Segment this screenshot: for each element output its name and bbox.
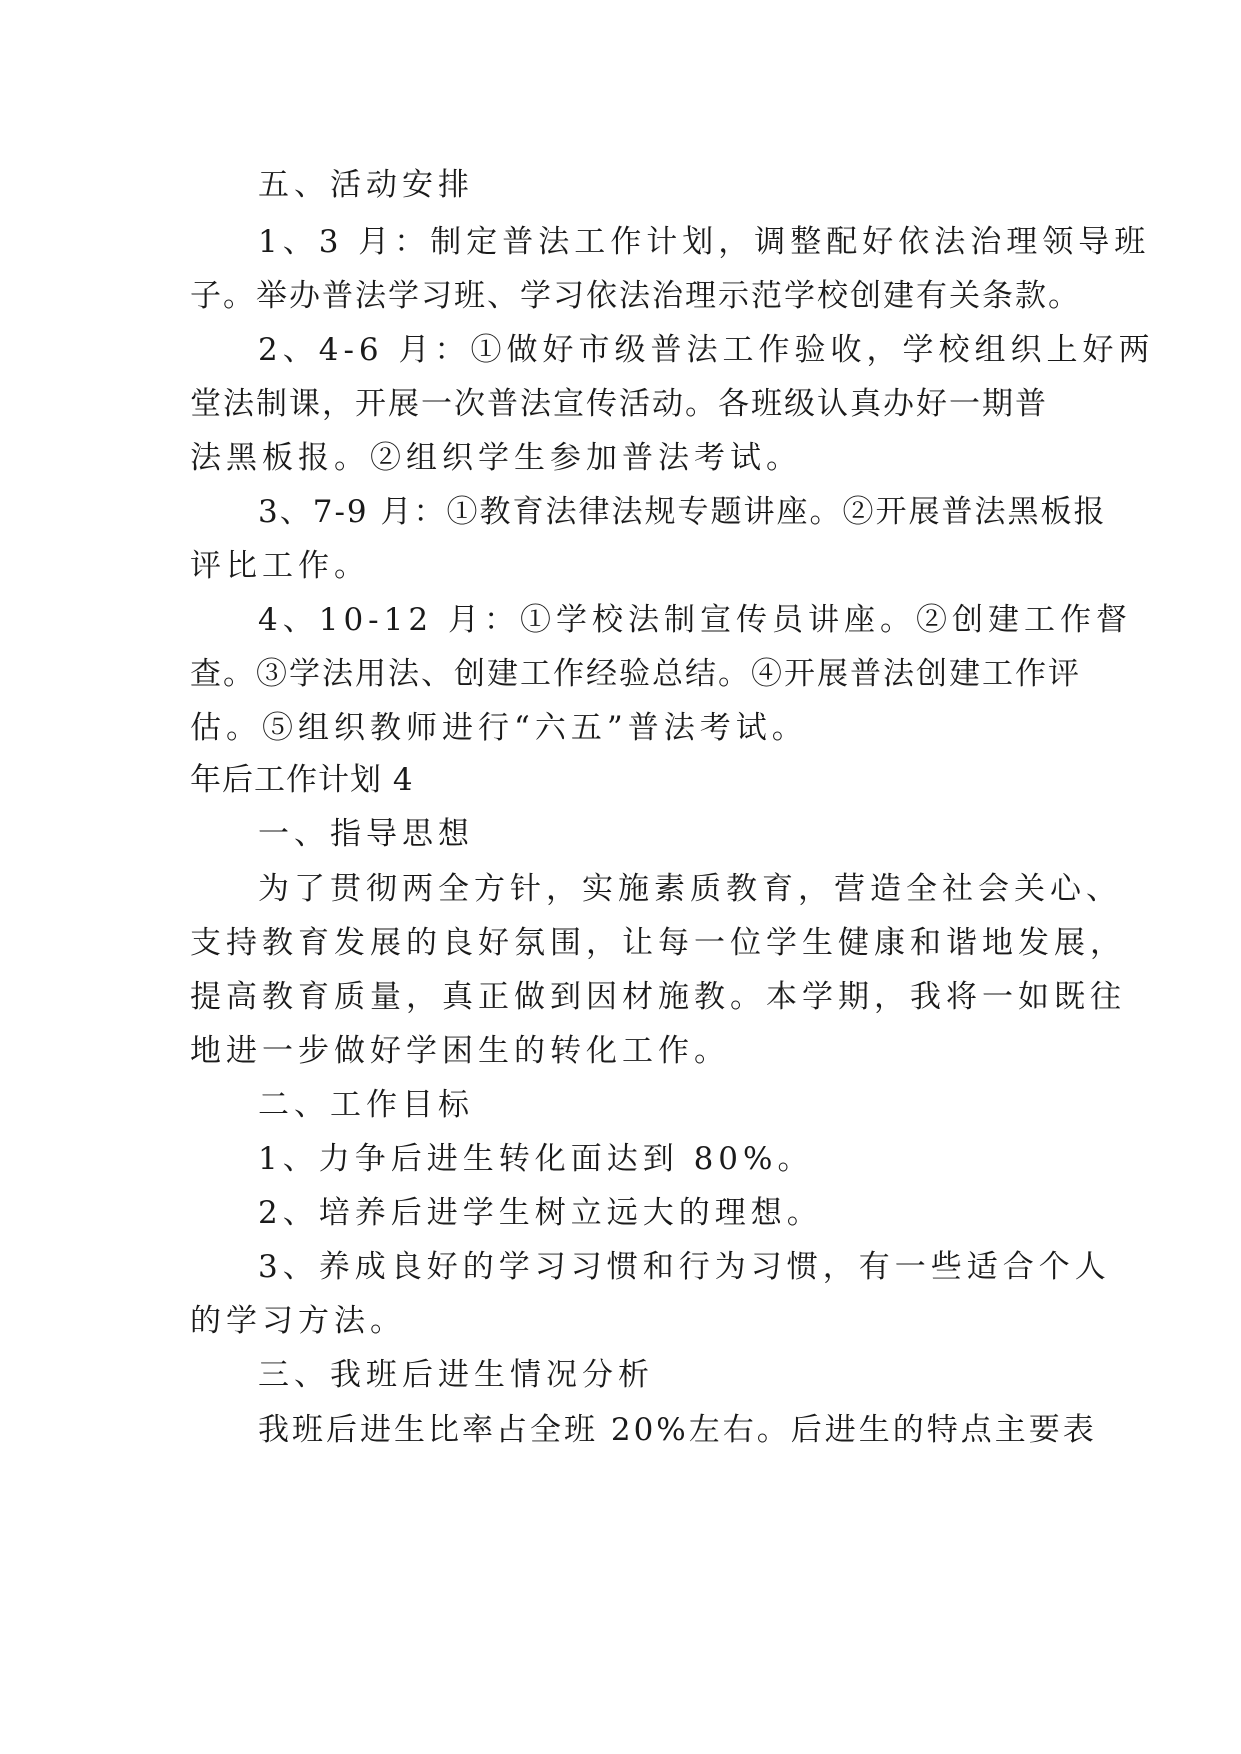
section-heading: 五、活动安排	[258, 167, 474, 203]
paragraph-line: 堂法制课，开展一次普法宣传活动。各班级认真办好一期普	[190, 386, 1048, 422]
paragraph-line: 查。③学法用法、创建工作经验总结。④开展普法创建工作评	[190, 656, 1081, 692]
list-item: 3、养成良好的学习习惯和行为习惯，有一些适合个人	[258, 1249, 1111, 1285]
document-subtitle: 年后工作计划 4	[190, 762, 414, 798]
paragraph-line: 提高教育质量，真正做到因材施教。本学期，我将一如既往	[190, 979, 1126, 1015]
section-heading: 二、工作目标	[258, 1087, 474, 1123]
paragraph-line: 估。⑤组织教师进行“六五”普法考试。	[190, 710, 808, 746]
list-item: 1、力争后进生转化面达到 80%。	[258, 1141, 814, 1177]
paragraph-line: 支持教育发展的良好氛围，让每一位学生健康和谐地发展，	[190, 925, 1126, 961]
list-item-continuation: 的学习方法。	[190, 1303, 406, 1339]
paragraph-line: 地进一步做好学困生的转化工作。	[190, 1033, 730, 1069]
paragraph-line: 法黑板报。②组织学生参加普法考试。	[190, 440, 802, 476]
paragraph-line: 2、4-6 月：①做好市级普法工作验收，学校组织上好两	[258, 332, 1155, 368]
paragraph-line: 3、7-9 月：①教育法律法规专题讲座。②开展普法黑板报	[258, 494, 1107, 530]
paragraph-line: 子。举办普法学习班、学习依法治理示范学校创建有关条款。	[190, 278, 1081, 314]
section-heading: 一、指导思想	[258, 816, 474, 852]
paragraph-line: 为了贯彻两全方针，实施素质教育，营造全社会关心、	[258, 871, 1122, 907]
section-heading: 三、我班后进生情况分析	[258, 1357, 654, 1393]
paragraph-line: 1、3 月：制定普法工作计划，调整配好依法治理领导班	[258, 224, 1151, 260]
paragraph-line: 4、10-12 月：①学校法制宣传员讲座。②创建工作督	[258, 602, 1132, 638]
list-item: 2、培养后进学生树立远大的理想。	[258, 1195, 823, 1231]
paragraph-line: 我班后进生比率占全班 20%左右。后进生的特点主要表	[258, 1412, 1097, 1448]
paragraph-line: 评比工作。	[190, 548, 370, 584]
